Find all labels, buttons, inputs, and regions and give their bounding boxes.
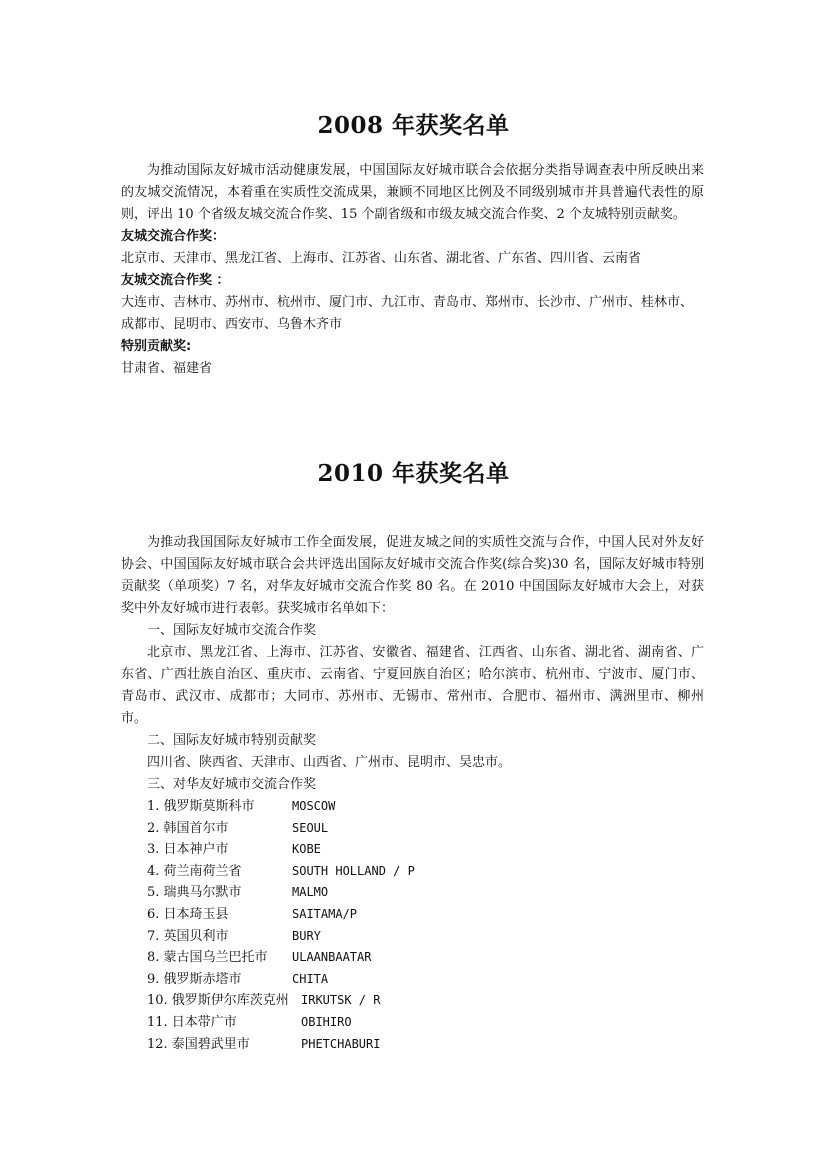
city-english-name: CHITA: [292, 971, 329, 986]
foreign-city-list: [121, 796, 704, 1055]
category-1-heading: 一、国际友好城市交流合作奖: [147, 623, 317, 638]
list-item: [147, 1012, 704, 1034]
city-chinese-name: 10. 俄罗斯伊尔库茨克州: [147, 993, 289, 1009]
list-item: [147, 818, 704, 840]
city-chinese-name: 8. 蒙古国乌兰巴托市: [147, 950, 268, 966]
category-2-list: 四川省、陕西省、天津市、山西省、广州市、昆明市、吴忠市。: [147, 755, 512, 770]
city-english-name: SEOUL: [292, 820, 329, 835]
city-english-name: PHETCHABURI: [301, 1036, 381, 1051]
section-2008-intro: 为推动国际友好城市活动健康发展，中国国际友好城市联合会依据分类指导调查表中所反映出来的友城交流情况，本着重在实质性交流成果，兼顾不同地区比例及不同级别城市并具普遍代表性的原则，评出 10 个省级友城交流合作奖、15 个副省级和市级友城交流合作奖、2 个友城特别贡献奖。: [121, 163, 704, 222]
city-english-name: ULAANBAATAR: [292, 950, 372, 965]
section-2008-title: 2008 年获奖名单: [317, 112, 510, 139]
section-2010-title: 2010 年获奖名单: [317, 460, 510, 487]
list-item: [147, 990, 704, 1012]
city-chinese-name: 11. 日本带广市: [147, 1014, 237, 1030]
city-english-name: MALMO: [292, 885, 329, 900]
list-item: [147, 947, 704, 969]
list-item: [147, 882, 704, 904]
city-english-name: IRKUTSK / R: [301, 993, 381, 1008]
list-item: [147, 839, 704, 861]
city-chinese-name: 5. 瑞典马尔默市: [147, 885, 242, 901]
award-3-list: 甘肃省、福建省: [121, 361, 213, 376]
list-item: [147, 861, 704, 883]
list-item: [147, 926, 704, 948]
city-chinese-name: 1. 俄罗斯莫斯科市: [147, 799, 255, 814]
city-english-name: OBIHIRO: [301, 1014, 352, 1029]
award-1-label: 友城交流合作奖：: [121, 229, 226, 244]
city-chinese-name: 7. 英国贝利市: [147, 928, 229, 944]
city-chinese-name: 6. 日本琦玉县: [147, 906, 229, 922]
category-1-list: 北京市、黑龙江省、上海市、江苏省、安徽省、福建省、江西省、山东省、湖北省、湖南省、广东省、广西壮族自治区、重庆市、云南省、宁夏回族自治区；哈尔滨市、杭州市、宁波市、厦门市、青岛市、武汉市、成都市；大同市、苏州市、无锡市、常州市、合肥市、福州市、满洲里市、柳州市。: [121, 645, 704, 726]
city-chinese-name: 9. 俄罗斯赤塔市: [147, 971, 242, 987]
list-item: [147, 904, 704, 926]
city-chinese-name: 2. 韩国首尔市: [147, 820, 229, 836]
city-chinese-name: 12. 泰国碧武里市: [147, 1036, 250, 1052]
section-2010-body: [121, 532, 704, 1055]
category-2-heading: 二、国际友好城市特别贡献奖: [147, 733, 317, 748]
list-item: [147, 1034, 704, 1056]
city-english-name: SOUTH HOLLAND / P: [292, 863, 415, 878]
award-2-list: 大连市、吉林市、苏州市、杭州市、厦门市、九江市、青岛市、郑州市、长沙市、广州市、桂林市、成都市、昆明市、西安市、乌鲁木齐市: [121, 295, 694, 332]
award-2-label: 友城交流合作奖 ：: [121, 273, 230, 288]
list-item: [147, 796, 704, 818]
city-chinese-name: 3. 日本神户市: [147, 842, 229, 858]
city-english-name: SAITAMA/P: [292, 906, 358, 921]
city-english-name: MOSCOW: [292, 799, 336, 813]
category-3-heading: 三、对华友好城市交流合作奖: [147, 777, 317, 792]
award-3-label: 特别贡献奖:: [121, 339, 192, 354]
city-chinese-name: 4. 荷兰南荷兰省: [147, 863, 242, 879]
section-2008-body: [121, 160, 704, 380]
section-2010-intro: 为推动我国国际友好城市工作全面发展，促进友城之间的实质性交流与合作，中国人民对外友好协会、中国国际友好城市联合会共评选出国际友好城市交流合作奖(综合奖)30 名，国际友好城市特别贡献奖（单项奖）7 名，对华友好城市交流合作奖 80 名。在 2010 中国国际友好城市大会上，对获奖中外友好城市进行表彰。获奖城市名单如下：: [121, 535, 704, 616]
award-1-list: 北京市、天津市、黑龙江省、上海市、江苏省、山东省、湖北省、广东省、四川省、云南省: [121, 251, 642, 266]
city-english-name: KOBE: [292, 842, 321, 857]
city-english-name: BURY: [292, 928, 321, 943]
list-item: [147, 969, 704, 991]
